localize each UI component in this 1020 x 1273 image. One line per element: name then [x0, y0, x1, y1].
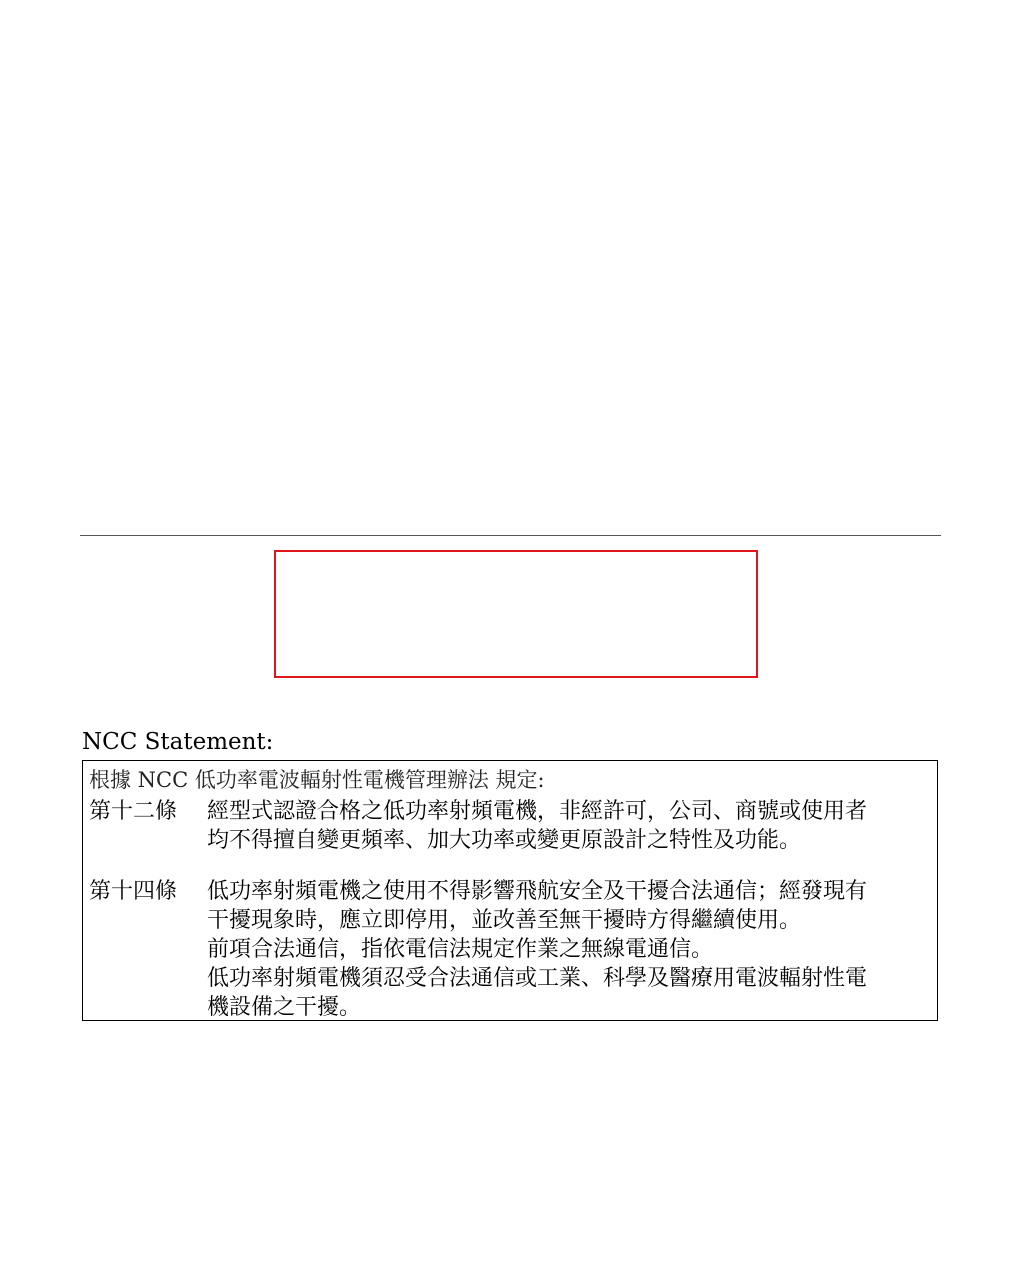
article-line: 低功率射頻電機之使用不得影響飛航安全及干擾合法通信；經發現有 [207, 879, 868, 904]
article-body [207, 877, 867, 1022]
article-line: 均不得擅自變更頻率、加大功率或變更原設計之特性及功能。 [207, 828, 802, 853]
horizontal-divider [80, 535, 941, 536]
article-line: 干擾現象時，應立即停用，並改善至無干擾時方得繼續使用。 [207, 908, 802, 933]
article-body [207, 797, 867, 855]
article-line: 經型式認證合格之低功率射頻電機，非經許可，公司、商號或使用者 [207, 799, 868, 824]
article-line: 低功率射頻電機須忍受合法通信或工業、科學及醫療用電波輻射性電 [207, 966, 868, 991]
red-outlined-box [274, 550, 758, 678]
article-line: 前項合法通信，指依電信法規定作業之無線電通信。 [207, 937, 714, 962]
article-label: 第十四條 [89, 879, 178, 904]
ncc-intro-line: 根據 NCC 低功率電波輻射性電機管理辦法 規定: [89, 768, 545, 792]
ncc-statement-box [82, 760, 938, 1021]
article-line: 機設備之干擾。 [207, 995, 362, 1020]
ncc-statement-heading: NCC Statement: [82, 729, 274, 755]
article-label: 第十二條 [89, 799, 178, 824]
